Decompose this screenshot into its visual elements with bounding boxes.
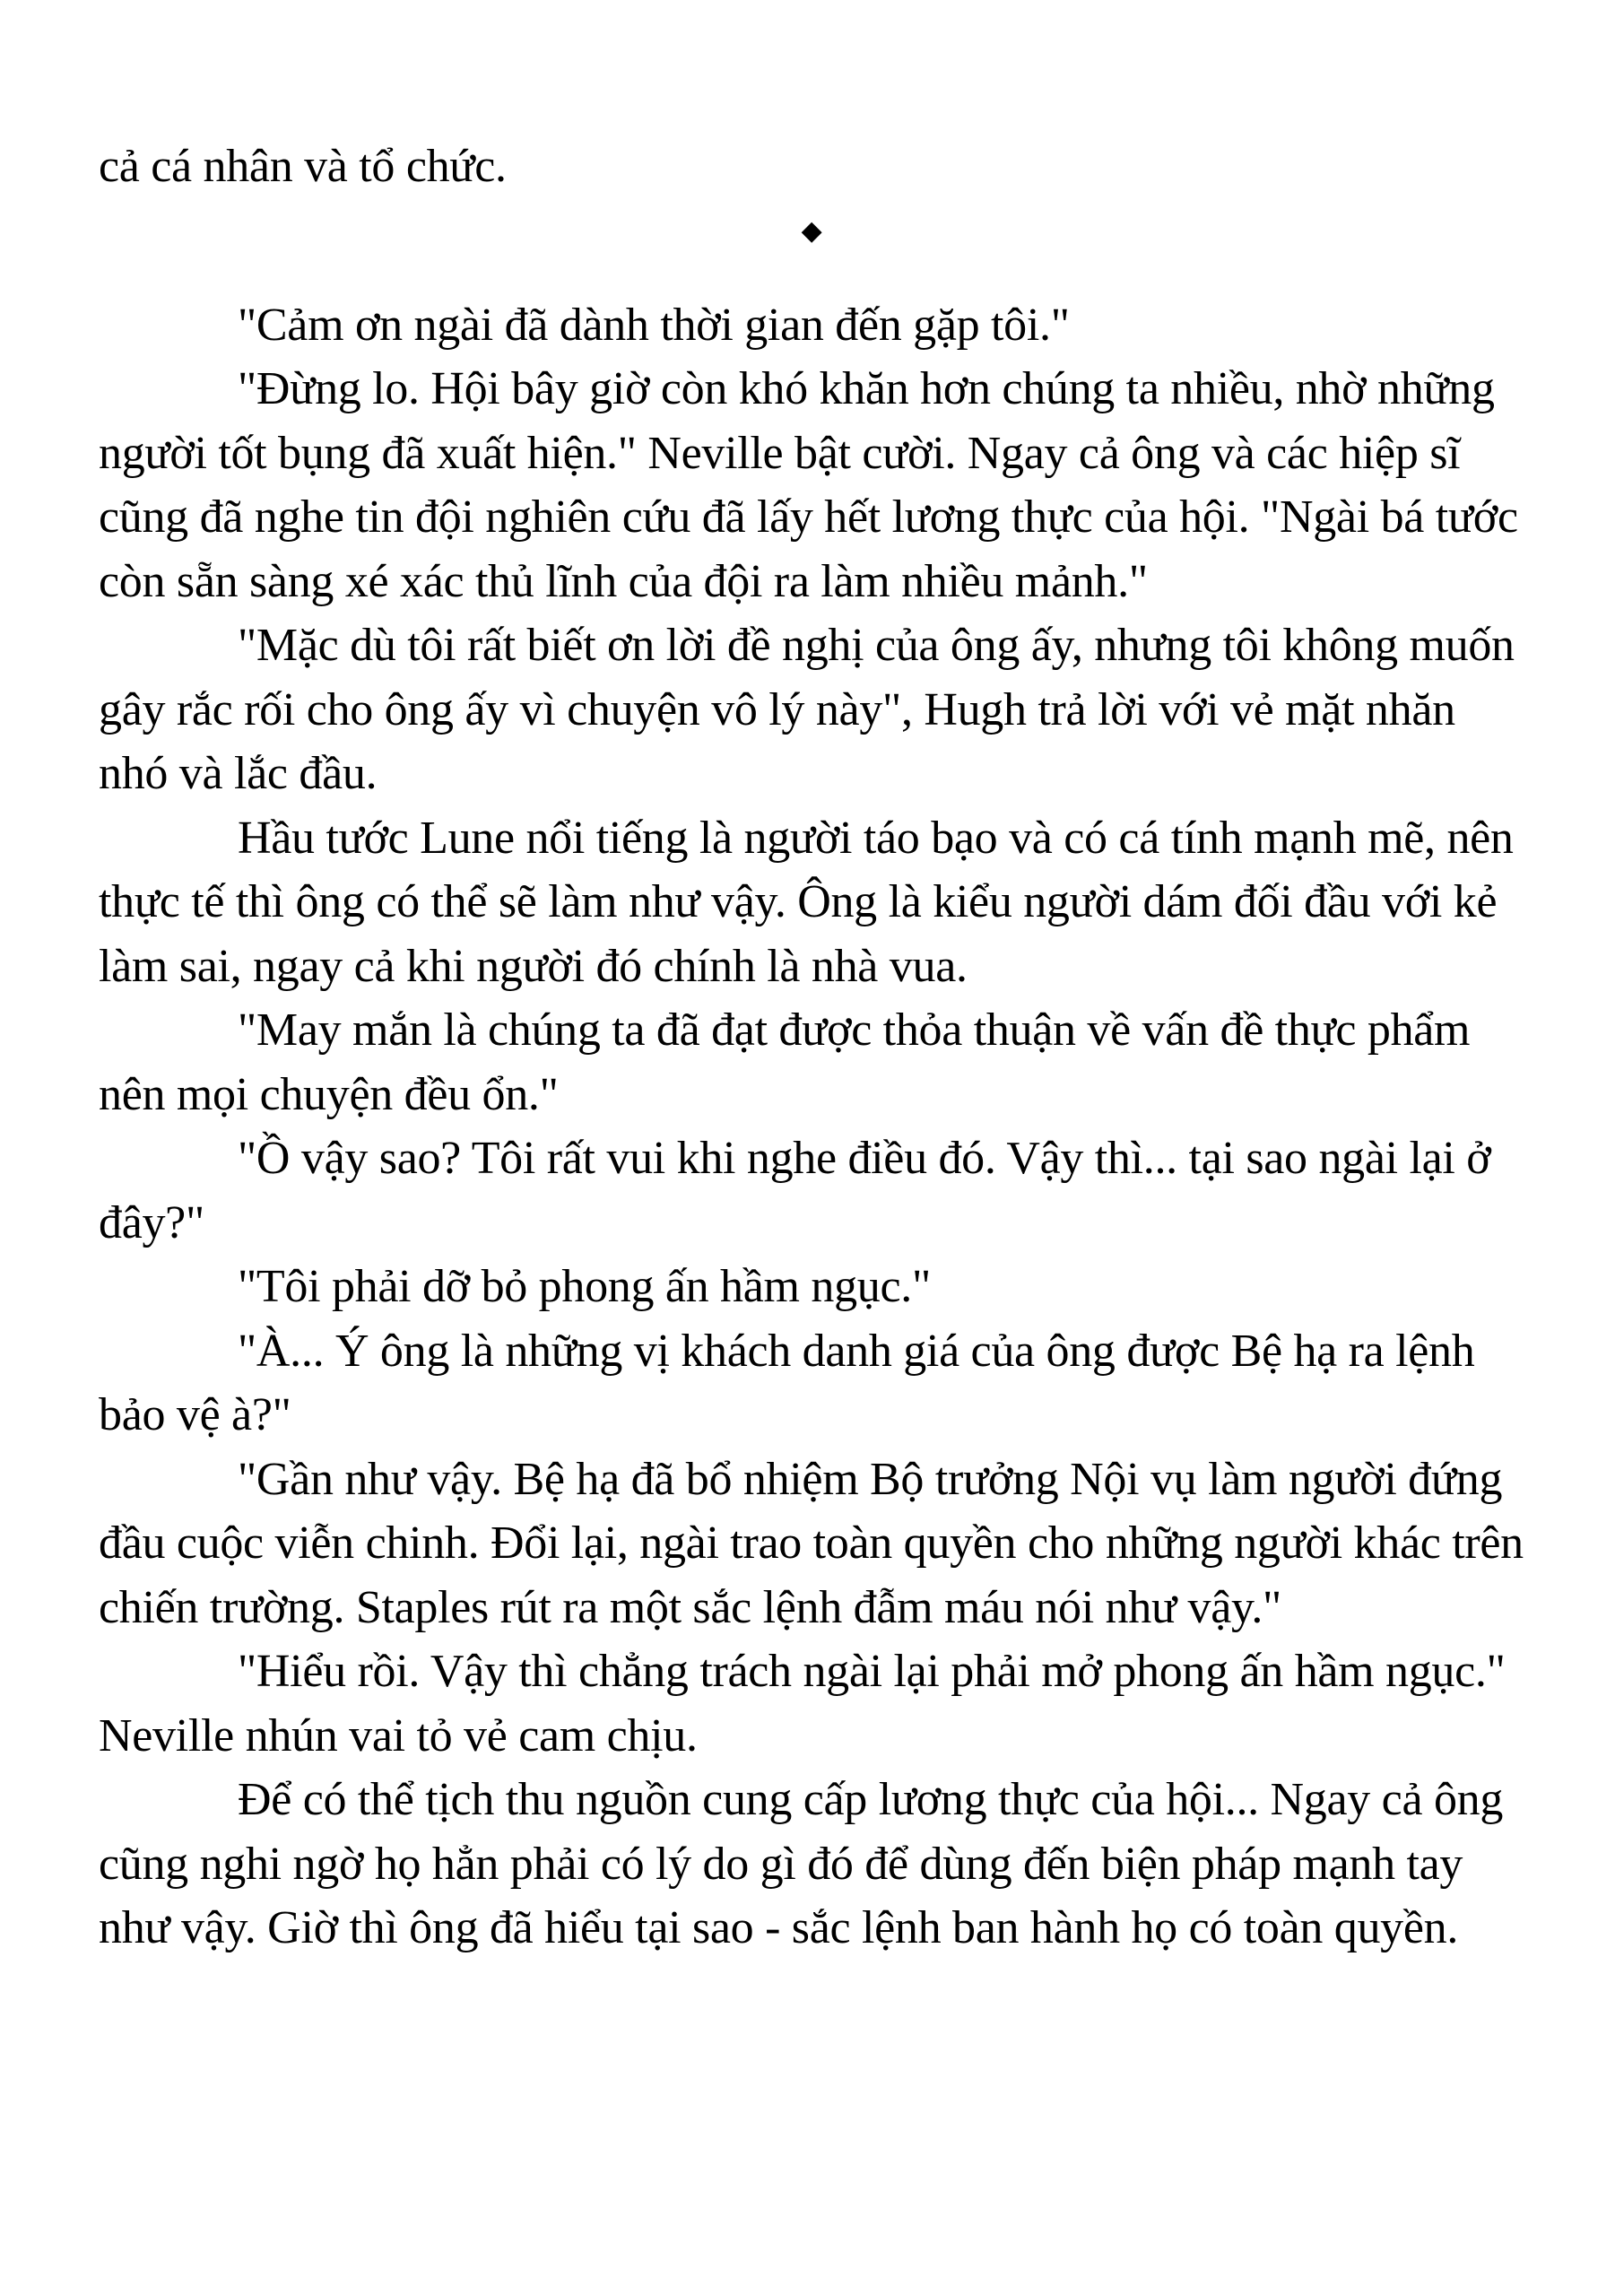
paragraph: "Hiểu rồi. Vậy thì chẳng trách ngài lại phải mở phong ấn hầm ngục." Neville nhún vai tỏ vẻ cam chịu. (99, 1646, 1506, 1761)
section-separator-diamond-icon: ◆ (801, 215, 822, 246)
paragraph: Hầu tước Lune nổi tiếng là người táo bạo và có cá tính mạnh mẽ, nên thực tế thì ông có thể sẽ làm như vậy. Ông là kiểu người dám đối đầu với kẻ làm sai, ngay cả khi người đó chính là nhà vua. (99, 812, 1514, 992)
document-page (99, 135, 1533, 1961)
paragraph: "Ồ vậy sao? Tôi rất vui khi nghe điều đó. Vậy thì... tại sao ngài lại ở đây?" (99, 1133, 1491, 1248)
spacer (99, 263, 1533, 293)
paragraph: "Đừng lo. Hội bây giờ còn khó khăn hơn chúng ta nhiều, nhờ những người tốt bụng đã xuất hiện." Neville bật cười. Ngay cả ông và các hiệp sĩ cũng đã nghe tin đội nghiên cứu đã lấy hết lương thực của hội. "Ngài bá tước còn sẵn sàng xé xác thủ lĩnh của đội ra làm nhiều mảnh." (99, 363, 1518, 607)
opening-line: cả cá nhân và tổ chức. (99, 141, 507, 192)
paragraph: "May mắn là chúng ta đã đạt được thỏa thuận về vấn đề thực phẩm nên mọi chuyện đều ổn." (99, 1004, 1471, 1120)
paragraph: "Mặc dù tôi rất biết ơn lời đề nghị của ông ấy, nhưng tôi không muốn gây rắc rối cho ông ấy vì chuyện vô lý này", Hugh trả lời với vẻ mặt nhăn nhó và lắc đầu. (99, 620, 1515, 799)
paragraph: Để có thể tịch thu nguồn cung cấp lương thực của hội... Ngay cả ông cũng nghi ngờ họ hẳn phải có lý do gì đó để dùng đến biện pháp mạnh tay như vậy. Giờ thì ông đã hiểu tại sao - sắc lệnh ban hành họ có toàn quyền. (99, 1774, 1504, 1953)
paragraph: "Gần như vậy. Bệ hạ đã bổ nhiệm Bộ trưởng Nội vụ làm người đứng đầu cuộc viễn chinh. Đổi lại, ngài trao toàn quyền cho những người khác trên chiến trường. Staples rút ra một sắc lệnh đẫm máu nói như vậy." (99, 1453, 1524, 1633)
paragraph: "Cảm ơn ngài đã dành thời gian đến gặp tôi." (238, 299, 1070, 351)
paragraph: "À... Ý ông là những vị khách danh giá của ông được Bệ hạ ra lệnh bảo vệ à?" (99, 1325, 1475, 1440)
paragraph: "Tôi phải dỡ bỏ phong ấn hầm ngục." (238, 1261, 931, 1312)
